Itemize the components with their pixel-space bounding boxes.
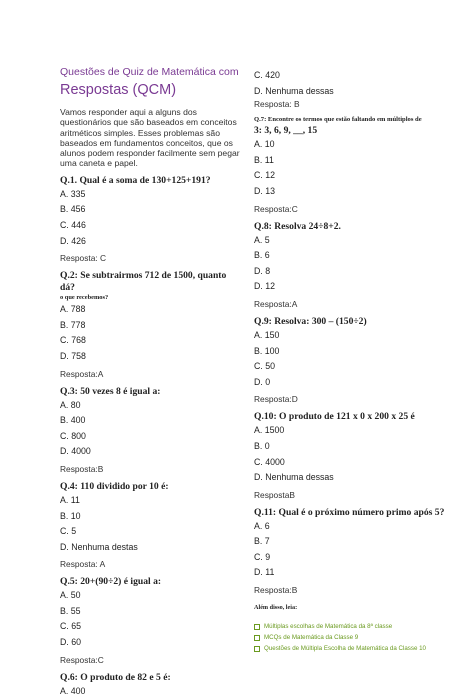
related-link-1-label: Múltiplas escolhas de Matemática da 8ª classe xyxy=(264,623,393,631)
q10-option-a: A. 1500 xyxy=(254,425,285,436)
q1-option-a: A. 335 xyxy=(60,188,86,199)
q3-option-c: C. 800 xyxy=(60,430,86,441)
related-link-3[interactable] xyxy=(254,643,454,654)
q8-option-c: D. 8 xyxy=(254,265,271,276)
q9-option-b: B. 100 xyxy=(254,345,280,356)
q2-answer: Resposta:A xyxy=(60,368,104,379)
q2-option-b: B. 778 xyxy=(60,319,86,330)
q4-answer: Resposta: A xyxy=(60,559,106,570)
q5-option-c: C. 65 xyxy=(60,621,82,632)
question-1: Q.1. Qual é a soma de 130+125+191? xyxy=(60,174,211,186)
q10-answer: RespostaB xyxy=(254,489,295,500)
page-title-line1: Questões de Quiz de Matemática com xyxy=(60,66,239,78)
q9-option-a: A. 150 xyxy=(254,329,280,340)
q9-answer: Resposta:D xyxy=(254,394,298,405)
question-7-sequence: 3: 3, 6, 9, __, 15 xyxy=(254,125,318,137)
q2-option-c: C. 768 xyxy=(60,335,86,346)
q11-answer: Resposta:B xyxy=(254,585,298,596)
q6-option-d: D. Nenhuma dessas xyxy=(254,85,334,96)
q6-option-a: A. 400 xyxy=(60,685,86,696)
page-title-line2: Respostas (QCM) xyxy=(60,82,177,98)
q7-answer: Resposta:C xyxy=(254,203,298,214)
q8-option-a: A. 5 xyxy=(254,234,270,245)
link-bullet-icon xyxy=(254,635,260,641)
q11-option-b: B. 7 xyxy=(254,536,270,547)
q1-option-c: C. 446 xyxy=(60,219,86,230)
q5-answer: Resposta:C xyxy=(60,654,104,665)
q7-option-b: B. 11 xyxy=(254,154,274,165)
q10-option-c: C. 4000 xyxy=(254,456,285,467)
question-3: Q.3: 50 vezes 8 é igual a: xyxy=(60,385,161,397)
q9-option-c: C. 50 xyxy=(254,361,276,372)
q1-option-b: B. 456 xyxy=(60,204,86,215)
q9-option-d: D. 0 xyxy=(254,376,271,387)
left-column xyxy=(60,66,240,699)
question-6: Q.6: O produto de 82 e 5 é: xyxy=(60,671,171,683)
q2-option-d: D. 758 xyxy=(60,350,86,361)
q4-option-d: D. Nenhuma destas xyxy=(60,541,138,552)
see-also-heading: Além disso, leia: xyxy=(254,604,298,612)
q4-option-b: B. 10 xyxy=(60,510,81,521)
q7-option-c: C. 12 xyxy=(254,170,276,181)
q8-option-d: D. 12 xyxy=(254,281,276,292)
q8-option-b: B. 6 xyxy=(254,250,270,261)
q10-option-d: D. Nenhuma dessas xyxy=(254,472,334,483)
q3-option-d: D. 4000 xyxy=(60,446,91,457)
question-5: Q.5: 20+(90÷2) é igual a: xyxy=(60,576,162,588)
question-2 xyxy=(60,270,240,302)
question-4: Q.4: 110 dividido por 10 é: xyxy=(60,480,169,492)
question-2-text: Q.2: Se subtrairmos 712 de 1500, quanto dá? xyxy=(60,270,227,294)
q3-option-a: A. 80 xyxy=(60,399,81,410)
q11-option-c: C. 9 xyxy=(254,551,271,562)
link-bullet-icon xyxy=(254,646,260,652)
question-2-subtext: o que recebemos? xyxy=(60,294,109,302)
q1-option-d: D. 426 xyxy=(60,235,86,246)
q5-option-d: D. 60 xyxy=(60,637,82,648)
q11-option-a: A. 6 xyxy=(254,520,270,531)
question-8: Q.8: Resolva 24÷8+2. xyxy=(254,220,341,232)
question-9: Q.9: Resolva: 300 – (150÷2) xyxy=(254,315,367,327)
q8-answer: Resposta:A xyxy=(254,298,298,309)
question-10: Q.10: O produto de 121 x 0 x 200 x 25 é xyxy=(254,411,415,423)
q1-answer: Resposta: C xyxy=(60,253,107,264)
q3-answer: Resposta:B xyxy=(60,463,104,474)
related-link-2-label: MCQs de Matemática da Classe 9 xyxy=(264,634,359,642)
related-link-1[interactable] xyxy=(254,621,454,632)
q7-option-d: D. 13 xyxy=(254,185,276,196)
question-7 xyxy=(254,116,454,137)
related-link-2[interactable] xyxy=(254,632,454,643)
intro-paragraph: Vamos responder aqui a alguns dos questionários que são baseados em conceitos aritméticos simples. Esses problemas são baseados em fundamentos conceitos, que os alunos podem responder facilmente sem pegar uma caneta e papel. xyxy=(60,107,240,169)
right-column xyxy=(254,68,454,654)
q2-option-a: A. 788 xyxy=(60,304,86,315)
q10-option-b: B. 0 xyxy=(254,440,270,451)
q3-option-b: B. 400 xyxy=(60,415,86,426)
q5-option-a: A. 50 xyxy=(60,590,81,601)
q6-option-c: C. 420 xyxy=(254,70,280,80)
q4-option-c: C. 5 xyxy=(60,526,77,537)
q6-answer: Resposta: B xyxy=(254,99,300,110)
related-link-3-label: Questões de Múltipla Escolha de Matemática da Classe 10 xyxy=(264,645,426,653)
q11-option-d: D. 11 xyxy=(254,567,275,578)
q7-option-a: A. 10 xyxy=(254,139,275,150)
link-bullet-icon xyxy=(254,624,260,630)
q5-option-b: B. 55 xyxy=(60,605,81,616)
related-links xyxy=(254,621,454,654)
question-7-text: Q.7: Encontre os termos que estão faltando em múltiplos de xyxy=(254,116,422,124)
q4-option-a: A. 11 xyxy=(60,494,80,505)
question-11: Q.11: Qual é o próximo número primo após 5? xyxy=(254,506,445,518)
